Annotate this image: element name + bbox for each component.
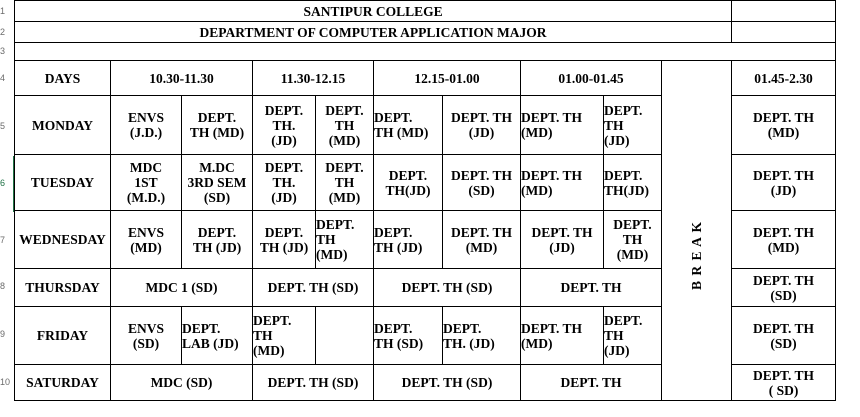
empty-cell[interactable] (316, 307, 374, 365)
class-cell[interactable]: MDC 1 (SD) (111, 269, 253, 307)
row-number[interactable]: 3 (0, 46, 6, 56)
class-cell[interactable]: DEPT. TH (SD) (374, 365, 521, 401)
row-number[interactable]: 4 (0, 73, 6, 83)
class-cell[interactable]: ENVS (SD) (111, 307, 182, 365)
class-cell[interactable]: DEPT. TH (SD) (374, 307, 443, 365)
break-label: B R E A K (689, 220, 705, 290)
slot-header-5[interactable]: 01.45-2.30 (732, 61, 836, 96)
class-cell[interactable]: DEPT. TH (JD) (374, 211, 443, 269)
class-cell[interactable]: DEPT. TH (SD) (732, 269, 836, 307)
class-cell[interactable]: DEPT. TH (MD) (521, 155, 604, 211)
class-cell[interactable]: DEPT. LAB (JD) (182, 307, 253, 365)
timetable (14, 0, 836, 401)
day-thursday[interactable]: THURSDAY (15, 269, 111, 307)
row-number[interactable]: 1 (0, 6, 6, 16)
class-cell[interactable]: MDC (SD) (111, 365, 253, 401)
class-cell[interactable]: DEPT. TH. (JD) (253, 96, 316, 155)
blank-row[interactable] (15, 43, 836, 61)
class-cell[interactable]: MDC 1ST (M.D.) (111, 155, 182, 211)
day-wednesday[interactable]: WEDNESDAY (15, 211, 111, 269)
class-cell[interactable]: DEPT. TH (MD) (316, 96, 374, 155)
class-cell[interactable]: DEPT. TH (JD) (604, 96, 662, 155)
break-column[interactable] (662, 96, 732, 401)
row-number[interactable]: 10 (0, 377, 11, 387)
days-header[interactable]: DAYS (15, 61, 111, 96)
class-cell[interactable]: DEPT. TH (MD) (316, 155, 374, 211)
class-cell[interactable]: DEPT. TH (JD) (182, 211, 253, 269)
cell[interactable] (732, 1, 836, 22)
class-cell[interactable]: DEPT. TH (JD) (521, 211, 604, 269)
class-cell[interactable]: DEPT. TH (JD) (253, 211, 316, 269)
class-cell[interactable]: DEPT. TH (MD) (521, 96, 604, 155)
class-cell[interactable]: DEPT. TH (SD) (253, 365, 374, 401)
row-number[interactable]: 7 (0, 235, 6, 245)
class-cell[interactable]: DEPT. TH (SD) (374, 269, 521, 307)
break-column-top[interactable] (662, 61, 732, 96)
class-cell[interactable]: DEPT. TH (SD) (253, 269, 374, 307)
class-cell[interactable]: DEPT. TH (MD) (732, 96, 836, 155)
class-cell[interactable]: DEPT. TH (JD) (604, 307, 662, 365)
class-cell[interactable]: DEPT. TH (MD) (182, 96, 253, 155)
class-cell[interactable]: DEPT. TH (JD) (443, 96, 521, 155)
class-cell[interactable]: DEPT. TH (MD) (374, 96, 443, 155)
class-cell[interactable]: DEPT. TH (MD) (253, 307, 316, 365)
class-cell[interactable]: DEPT. TH (SD) (732, 307, 836, 365)
day-monday[interactable]: MONDAY (15, 96, 111, 155)
class-cell[interactable]: DEPT. TH (SD) (443, 155, 521, 211)
college-title[interactable]: SANTIPUR COLLEGE (15, 1, 732, 22)
day-tuesday[interactable]: TUESDAY (15, 155, 111, 211)
class-cell[interactable]: DEPT. TH (521, 365, 662, 401)
slot-header-1[interactable]: 10.30-11.30 (111, 61, 253, 96)
class-cell[interactable]: DEPT. TH ( SD) (732, 365, 836, 401)
class-cell[interactable]: DEPT. TH (JD) (732, 155, 836, 211)
class-cell[interactable]: M.DC 3RD SEM (SD) (182, 155, 253, 211)
class-cell[interactable]: DEPT. TH (MD) (604, 211, 662, 269)
class-cell[interactable]: DEPT. TH (MD) (521, 307, 604, 365)
row-number[interactable]: 5 (0, 121, 6, 131)
class-cell[interactable]: ENVS (MD) (111, 211, 182, 269)
class-cell[interactable]: DEPT. TH (MD) (316, 211, 374, 269)
day-saturday[interactable]: SATURDAY (15, 365, 111, 401)
class-cell[interactable]: DEPT. TH (521, 269, 662, 307)
row-number[interactable]: 8 (0, 281, 6, 291)
class-cell[interactable]: DEPT. TH(JD) (374, 155, 443, 211)
row-number[interactable]: 2 (0, 27, 6, 37)
class-cell[interactable]: DEPT. TH(JD) (604, 155, 662, 211)
day-friday[interactable]: FRIDAY (15, 307, 111, 365)
class-cell[interactable]: DEPT. TH (MD) (732, 211, 836, 269)
class-cell[interactable]: DEPT. TH (MD) (443, 211, 521, 269)
cell[interactable] (732, 22, 836, 43)
department-title[interactable]: DEPARTMENT OF COMPUTER APPLICATION MAJOR (15, 22, 732, 43)
row-number-gutter (0, 0, 14, 417)
slot-header-4[interactable]: 01.00-01.45 (521, 61, 662, 96)
slot-header-2[interactable]: 11.30-12.15 (253, 61, 374, 96)
class-cell[interactable]: DEPT. TH. (JD) (443, 307, 521, 365)
slot-header-3[interactable]: 12.15-01.00 (374, 61, 521, 96)
class-cell[interactable]: DEPT. TH. (JD) (253, 155, 316, 211)
row-number[interactable]: 6 (0, 178, 6, 188)
row-number[interactable]: 9 (0, 329, 6, 339)
class-cell[interactable]: ENVS (J.D.) (111, 96, 182, 155)
